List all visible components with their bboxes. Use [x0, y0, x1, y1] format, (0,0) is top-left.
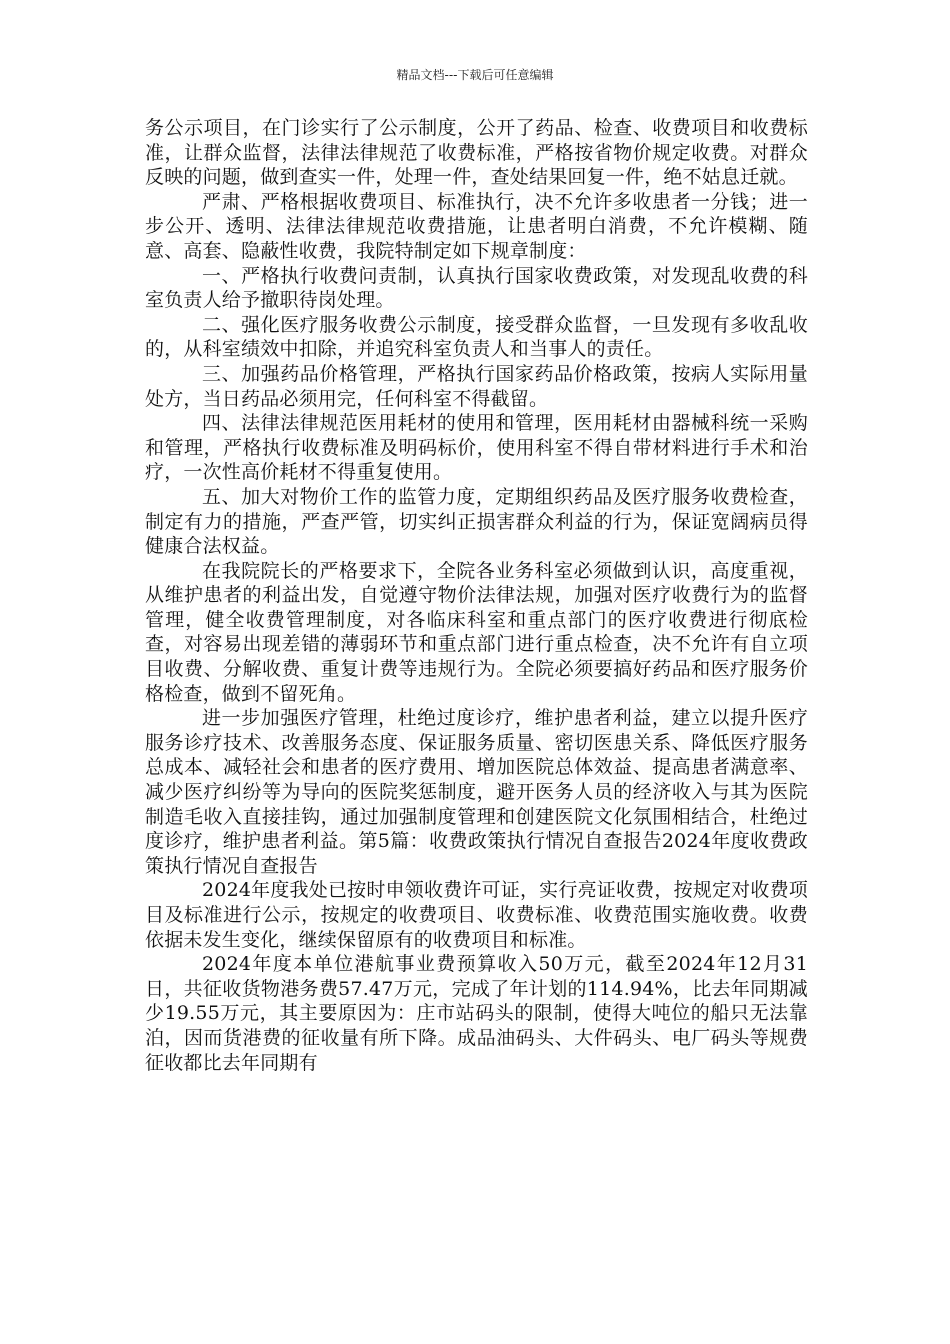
paragraph-11: 2024年度本单位港航事业费预算收入50万元，截至2024年12月31日，共征收货物港务费57.47万元，完成了年计划的114.94%，比去年同期减少19.55万元，其主要原因为：庄市站码头的限制，使得大吨位的船只无法靠泊，因而货港费的征收量有所下降。成品油码头、大件码头、电厂码头等规费征收都比去年同期有: [145, 953, 808, 1074]
paragraph-7: 五、加大对物价工作的监管力度，定期组织药品及医疗服务收费检查，制定有力的措施，严查严管，切实纠正损害群众利益的行为，保证宽阔病员得健康合法权益。: [145, 485, 808, 558]
paragraph-3: 一、严格执行收费问责制，认真执行国家收费政策，对发现乱收费的科室负责人给予撤职待岗处理。: [145, 264, 808, 312]
paragraph-10: 2024年度我处已按时申领收费许可证，实行亮证收费，按规定对收费项目及标准进行公示，按规定的收费项目、收费标准、收费范围实施收费。收费依据未发生变化，继续保留原有的收费项目和标准。: [145, 879, 808, 951]
paragraph-1: 务公示项目，在门诊实行了公示制度，公开了药品、检查、收费项目和收费标准，让群众监督，法律法律规范了收费标准，严格按省物价规定收费。对群众反映的问题，做到查实一件，处理一件，查处结果回复一件，绝不姑息迁就。: [145, 117, 808, 189]
paragraph-9: 进一步加强医疗管理，杜绝过度诊疗，维护患者利益，建立以提升医疗服务诊疗技术、改善服务态度、保证服务质量、密切医患关系、降低医疗服务总成本、减轻社会和患者的医疗费用、增加医院总体效益、提高患者满意率、减少医疗纠纷等为导向的医院奖惩制度，避开医务人员的经济收入与其为医院制造毛收入直接挂钩，通过加强制度管理和创建医院文化氛围相结合，杜绝过度诊疗，维护患者利益。第5篇：收费政策执行情况自查报告2024年度收费政策执行情况自查报告: [145, 707, 808, 877]
paragraph-2: 严肃、严格根据收费项目、标准执行，决不允许多收患者一分钱；进一步公开、透明、法律法律规范收费措施，让患者明白消费，不允许模糊、随意、高套、隐蔽性收费，我院特制定如下规章制度：: [145, 190, 808, 262]
paragraph-6: 四、法律法律规范医用耗材的使用和管理，医用耗材由器械科统一采购和管理，严格执行收费标准及明码标价，使用科室不得自带材料进行手术和治疗，一次性高价耗材不得重复使用。: [145, 412, 808, 484]
page-header: 精品文档---下载后可任意编辑: [396, 68, 554, 82]
paragraph-5: 三、加强药品价格管理，严格执行国家药品价格政策，按病人实际用量处方，当日药品必须用完，任何科室不得截留。: [145, 362, 808, 410]
paragraph-8: 在我院院长的严格要求下，全院各业务科室必须做到认识，高度重视，从维护患者的利益出发，自觉遵守物价法律法规，加强对医疗收费行为的监督管理，健全收费管理制度，对各临床科室和重点部门的医疗收费进行彻底检查，对容易出现差错的薄弱环节和重点部门进行重点检查，决不允许有自立项目收费、分解收费、重复计费等违规行为。全院必须要搞好药品和医疗服务价格检查，做到不留死角。: [145, 559, 808, 705]
paragraph-4: 二、强化医疗服务收费公示制度，接受群众监督，一旦发现有多收乱收的，从科室绩效中扣除，并追究科室负责人和当事人的责任。: [145, 313, 808, 361]
document-body: [145, 116, 808, 1075]
